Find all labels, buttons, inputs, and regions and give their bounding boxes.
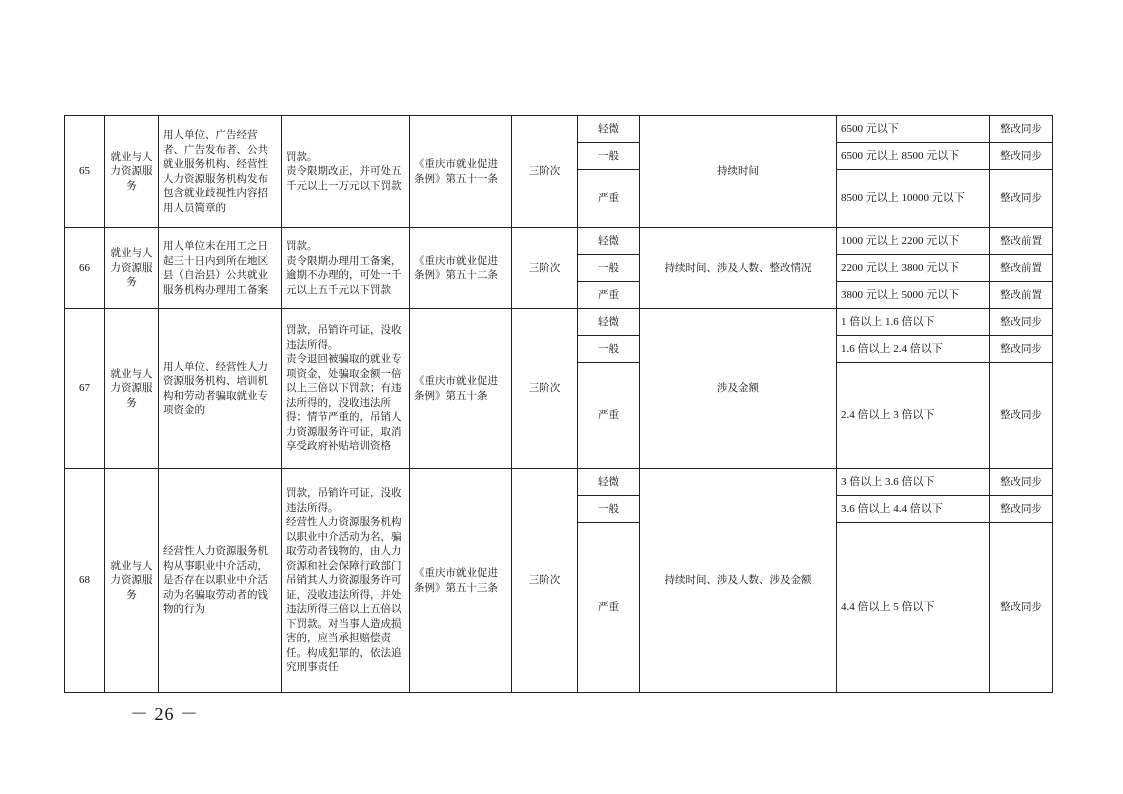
severity-cell: 一般: [578, 143, 640, 170]
discretion-standard-table: [64, 115, 1053, 693]
category-cell: 就业与人力资源服务: [105, 116, 159, 228]
amount-cell: 6500 元以下: [837, 116, 990, 143]
amount-cell: 1.6 倍以上 2.4 倍以下: [837, 336, 990, 363]
subject-cell: 经营性人力资源服务机构从事职业中介活动，是否存在以职业中介活动为名骗取劳动者的钱物的行为: [159, 469, 282, 693]
penalty-cell: 罚款，吊销许可证，没收违法所得。 责令退回被骗取的就业专项资金，处骗取金额一倍以上三倍以下罚款；有违法所得的，没收违法所得；情节严重的，吊销人力资源服务许可证，取消享受政府补贴培训资格: [282, 309, 410, 469]
amount-cell: 3.6 倍以上 4.4 倍以下: [837, 496, 990, 523]
item-number: 67: [65, 309, 105, 469]
rectification-cell: 整改同步: [990, 170, 1053, 228]
table-row: [65, 469, 1053, 496]
amount-cell: 2.4 倍以上 3 倍以下: [837, 363, 990, 469]
subject-cell: 用人单位、经营性人力资源服务机构、培训机构和劳动者骗取就业专项资金的: [159, 309, 282, 469]
penalty-cell: 罚款。 责令限期办理用工备案，逾期不办理的，可处一千元以上五千元以下罚款: [282, 228, 410, 309]
item-number: 66: [65, 228, 105, 309]
legal-basis-cell: 《重庆市就业促进条例》第五十一条: [410, 116, 512, 228]
severity-cell: 轻微: [578, 116, 640, 143]
legal-basis-cell: 《重庆市就业促进条例》第五十三条: [410, 469, 512, 693]
amount-cell: 8500 元以上 10000 元以下: [837, 170, 990, 228]
rectification-cell: 整改前置: [990, 255, 1053, 282]
rectification-cell: 整改同步: [990, 496, 1053, 523]
category-cell: 就业与人力资源服务: [105, 309, 159, 469]
amount-cell: 1000 元以上 2200 元以下: [837, 228, 990, 255]
severity-cell: 一般: [578, 255, 640, 282]
amount-cell: 3 倍以上 3.6 倍以下: [837, 469, 990, 496]
amount-cell: 4.4 倍以上 5 倍以下: [837, 523, 990, 693]
severity-cell: 一般: [578, 336, 640, 363]
rectification-cell: 整改同步: [990, 523, 1053, 693]
severity-cell: 轻微: [578, 228, 640, 255]
discretion-level-cell: 三阶次: [512, 469, 578, 693]
amount-cell: 3800 元以上 5000 元以下: [837, 282, 990, 309]
legal-basis-cell: 《重庆市就业促进条例》第五十条: [410, 309, 512, 469]
table-row: [65, 116, 1053, 143]
rectification-cell: 整改同步: [990, 143, 1053, 170]
subject-cell: 用人单位、广告经营者、广告发布者、公共就业服务机构、经营性人力资源服务机构发布包含就业歧视性内容招用人员简章的: [159, 116, 282, 228]
item-number: 68: [65, 469, 105, 693]
factors-cell: 持续时间: [640, 116, 837, 228]
rectification-cell: 整改同步: [990, 363, 1053, 469]
rectification-cell: 整改同步: [990, 309, 1053, 336]
rectification-cell: 整改同步: [990, 336, 1053, 363]
item-number: 65: [65, 116, 105, 228]
severity-cell: 严重: [578, 363, 640, 469]
rectification-cell: 整改同步: [990, 116, 1053, 143]
page-number: － 26 －: [130, 704, 199, 724]
factors-cell: 持续时间、涉及人数、整改情况: [640, 228, 837, 309]
severity-cell: 严重: [578, 523, 640, 693]
factors-cell: 持续时间、涉及人数、涉及金额: [640, 469, 837, 693]
rectification-cell: 整改前置: [990, 228, 1053, 255]
rectification-cell: 整改前置: [990, 282, 1053, 309]
discretion-level-cell: 三阶次: [512, 228, 578, 309]
penalty-cell: 罚款，吊销许可证，没收违法所得。 经营性人力资源服务机构以职业中介活动为名，骗取劳动者钱物的，由人力资源和社会保障行政部门吊销其人力资源服务许可证，没收违法所得，并处违法所得三倍以上五倍以下罚款。对当事人造成损害的，应当承担赔偿责任。构成犯罪的，依法追究刑事责任: [282, 469, 410, 693]
severity-cell: 轻微: [578, 469, 640, 496]
severity-cell: 一般: [578, 496, 640, 523]
penalty-cell: 罚款。 责令限期改正，并可处五千元以上一万元以下罚款: [282, 116, 410, 228]
legal-basis-cell: 《重庆市就业促进条例》第五十二条: [410, 228, 512, 309]
amount-cell: 6500 元以上 8500 元以下: [837, 143, 990, 170]
category-cell: 就业与人力资源服务: [105, 228, 159, 309]
factors-cell: 涉及金额: [640, 309, 837, 469]
table-row: [65, 309, 1053, 336]
amount-cell: 1 倍以上 1.6 倍以下: [837, 309, 990, 336]
discretion-level-cell: 三阶次: [512, 116, 578, 228]
discretion-level-cell: 三阶次: [512, 309, 578, 469]
table-row: [65, 228, 1053, 255]
amount-cell: 2200 元以上 3800 元以下: [837, 255, 990, 282]
category-cell: 就业与人力资源服务: [105, 469, 159, 693]
severity-cell: 严重: [578, 170, 640, 228]
severity-cell: 严重: [578, 282, 640, 309]
rectification-cell: 整改同步: [990, 469, 1053, 496]
severity-cell: 轻微: [578, 309, 640, 336]
subject-cell: 用人单位未在用工之日起三十日内到所在地区县（自治县）公共就业服务机构办理用工备案: [159, 228, 282, 309]
